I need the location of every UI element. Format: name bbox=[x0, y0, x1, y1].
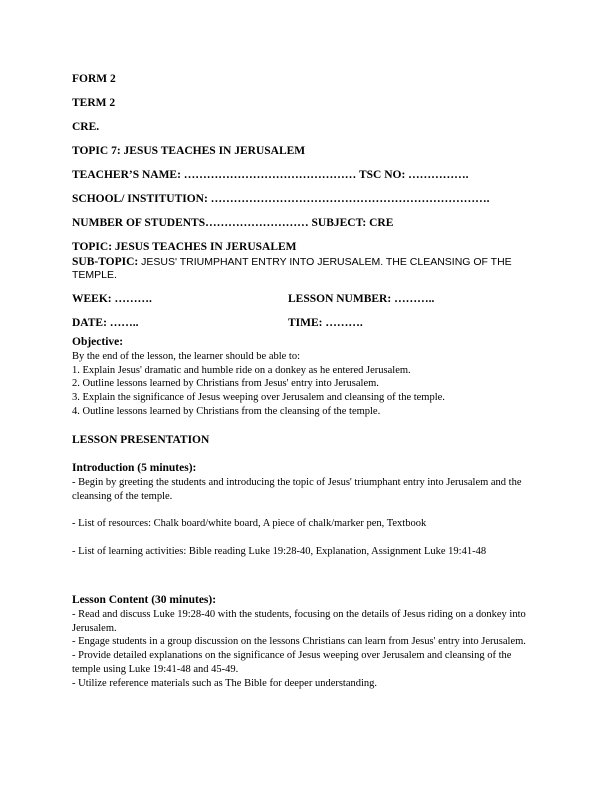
introduction-title: Introduction (5 minutes): bbox=[72, 462, 197, 474]
lesson-presentation-heading: LESSON PRESENTATION bbox=[72, 434, 210, 446]
topic-heading: TOPIC: JESUS TEACHES IN JERUSALEM bbox=[72, 241, 297, 253]
lesson-content-item: - Utilize reference materials such as The Bible for deeper understanding. bbox=[72, 677, 378, 689]
topic-line: TOPIC 7: JESUS TEACHES IN JERUSALEM bbox=[72, 145, 306, 157]
subtopic-line bbox=[72, 256, 540, 282]
school-line: SCHOOL/ INSTITUTION: ………………………………………………………………. bbox=[72, 193, 490, 205]
objective-title: Objective: bbox=[72, 336, 124, 348]
students-subject-line: NUMBER OF STUDENTS……………………… SUBJECT: CRE bbox=[72, 217, 394, 229]
week-line: WEEK: ………. bbox=[72, 293, 152, 305]
resources-line: - List of resources: Chalk board/white board, A piece of chalk/marker pen, Textbook bbox=[72, 518, 427, 530]
subtopic-label: SUB-TOPIC: bbox=[72, 256, 142, 268]
objective-intro: By the end of the lesson, the learner should be able to: bbox=[72, 350, 301, 362]
objective-item: 3. Explain the significance of Jesus weeping over Jerusalem and cleansing of the temple. bbox=[72, 392, 445, 404]
lesson-content-item: - Provide detailed explanations on the significance of Jesus weeping over Jerusalem and cleansing of the temple using Luke 19:41-48 and 45-49. bbox=[72, 650, 512, 675]
objective-item: 1. Explain Jesus' dramatic and humble ride on a donkey as he entered Jerusalem. bbox=[72, 364, 411, 376]
lesson-content-item: - Engage students in a group discussion on the lessons Christians can learn from Jesus' entry into Jerusalem. bbox=[72, 636, 526, 648]
lesson-number-line: LESSON NUMBER: ……….. bbox=[288, 293, 435, 305]
subject-short-label: CRE. bbox=[72, 121, 100, 133]
form-label: FORM 2 bbox=[72, 73, 116, 85]
lesson-content-section bbox=[72, 594, 540, 691]
date-line: DATE: …….. bbox=[72, 317, 139, 329]
lesson-content-title: Lesson Content (30 minutes): bbox=[72, 594, 217, 606]
lesson-content-item: - Read and discuss Luke 19:28-40 with the students, focusing on the details of Jesus riding on a donkey into Jerusalem. bbox=[72, 608, 526, 634]
introduction-section bbox=[72, 462, 540, 559]
objective-section bbox=[72, 336, 540, 419]
objective-item: 4. Outline lessons learned by Christians from the cleansing of the temple. bbox=[72, 405, 381, 417]
objective-item: 2. Outline lessons learned by Christians from Jesus' entry into Jerusalem. bbox=[72, 378, 379, 390]
subtopic-text: JESUS' TRIUMPHANT ENTRY INTO JERUSALEM. THE CLEANSING OF THE TEMPLE. bbox=[72, 256, 512, 281]
term-label: TERM 2 bbox=[72, 97, 116, 109]
activities-line: - List of learning activities: Bible reading Luke 19:28-40, Explanation, Assignment Luke 19:41-48 bbox=[72, 545, 487, 557]
teacher-name-line: TEACHER’S NAME: ……………………………………… TSC NO: ……………. bbox=[72, 169, 469, 181]
introduction-paragraph: - Begin by greeting the students and introducing the topic of Jesus' triumphant entry into Jerusalem and the cleansing of the temple. bbox=[72, 476, 522, 502]
time-line: TIME: ………. bbox=[288, 317, 363, 329]
